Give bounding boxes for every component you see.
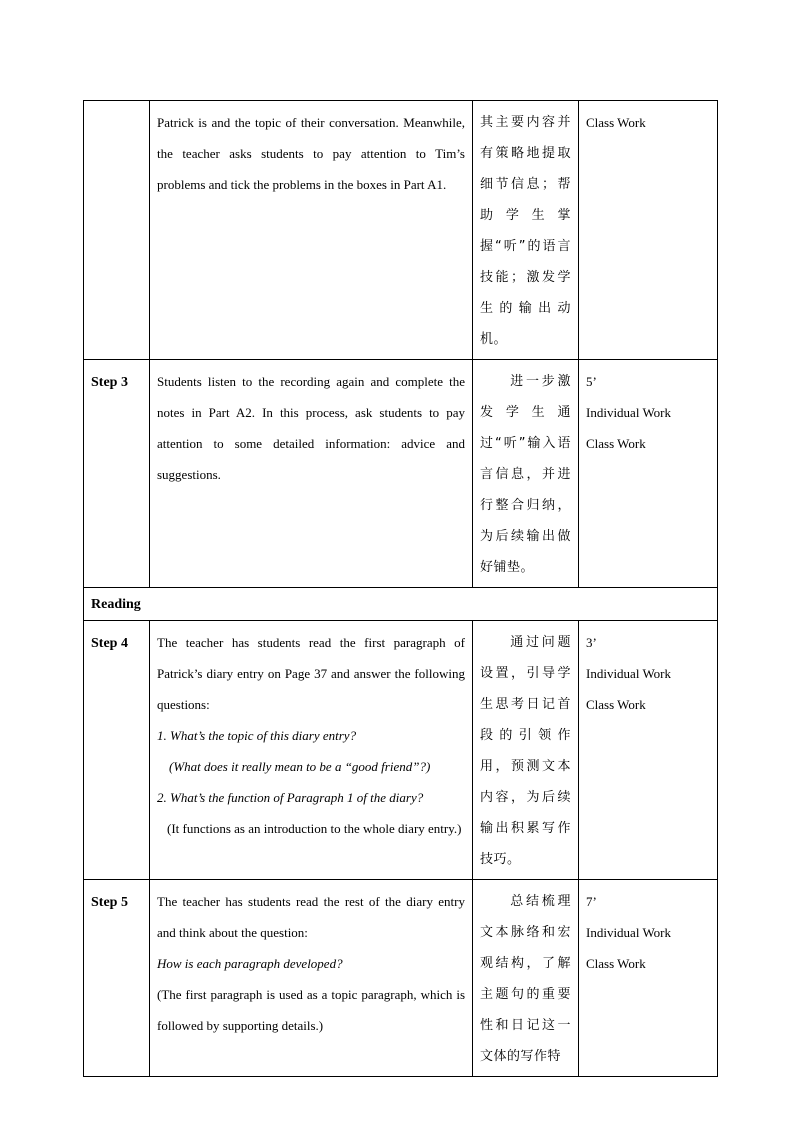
step-label: Step 5 [91, 895, 128, 910]
lesson-plan-table [83, 100, 718, 1077]
mode-text: Class Work [586, 697, 646, 712]
section-title: Reading [91, 597, 141, 612]
time-mode-cell [579, 621, 718, 880]
table-row [84, 101, 718, 360]
mode-text: Individual Work [586, 925, 672, 940]
mode-cell [579, 101, 718, 360]
purpose-cell [473, 101, 579, 360]
activity-text: The teacher has students read the first paragraph of Patrick’s diary entry on Page 37 and answer the following questions: [157, 635, 465, 712]
section-cell [84, 588, 718, 621]
section-row [84, 588, 718, 621]
mode-text: Individual Work [586, 666, 672, 681]
purpose-text: 其主要内容并有策略地提取细节信息；帮助学生掌握“听”的语言技能；激发学生的输出动机。 [480, 115, 571, 347]
step-cell [84, 621, 150, 880]
answer-text: (It functions as an introduction to the whole diary entry.) [167, 821, 462, 836]
purpose-text: 总结梳理文本脉络和宏观结构，了解主题句的重要性和日记这一文体的写作特 [480, 894, 571, 1064]
activity-text: The teacher has students read the rest of the diary entry and think about the question: [157, 894, 465, 940]
activity-text: Patrick is and the topic of their conversation. Meanwhile, the teacher asks students to pay attention to Tim’s problems and tick the problems in the boxes in Part A1. [157, 115, 465, 192]
purpose-cell [473, 360, 579, 588]
time-text: 3’ [586, 635, 597, 650]
time-text: 7’ [586, 894, 597, 909]
step-cell [84, 880, 150, 1077]
purpose-cell [473, 880, 579, 1077]
mode-text: Class Work [586, 956, 646, 971]
question-text: How is each paragraph developed? [157, 956, 343, 971]
table-row [84, 880, 718, 1077]
question-text: 2. What’s the function of Paragraph 1 of the diary? [157, 790, 424, 805]
answer-text: (What does it really mean to be a “good friend”?) [169, 759, 431, 774]
activity-text: Students listen to the recording again and complete the notes in Part A2. In this process, ask students to pay attention to some detailed information: advice and suggestions. [157, 374, 465, 482]
activity-cell [150, 880, 473, 1077]
time-mode-cell [579, 880, 718, 1077]
question-text: 1. What’s the topic of this diary entry? [157, 728, 357, 743]
table-row [84, 621, 718, 880]
step-cell [84, 360, 150, 588]
activity-cell [150, 101, 473, 360]
answer-text: (The first paragraph is used as a topic paragraph, which is followed by supporting details.) [157, 987, 465, 1033]
mode-text: Class Work [586, 115, 646, 130]
step-label: Step 4 [91, 636, 128, 651]
activity-cell [150, 621, 473, 880]
table-row [84, 360, 718, 588]
step-cell [84, 101, 150, 360]
step-label: Step 3 [91, 375, 128, 390]
mode-text: Individual Work [586, 405, 672, 420]
time-text: 5’ [586, 374, 597, 389]
activity-cell [150, 360, 473, 588]
purpose-text: 通过问题设置，引导学生思考日记首段的引领作用，预测文本内容，为后续输出积累写作技巧。 [480, 635, 571, 867]
purpose-text: 进一步激发学生通过“听”输入语言信息，并进行整合归纳，为后续输出做好铺垫。 [480, 374, 571, 575]
time-mode-cell [579, 360, 718, 588]
mode-text: Class Work [586, 436, 646, 451]
purpose-cell [473, 621, 579, 880]
